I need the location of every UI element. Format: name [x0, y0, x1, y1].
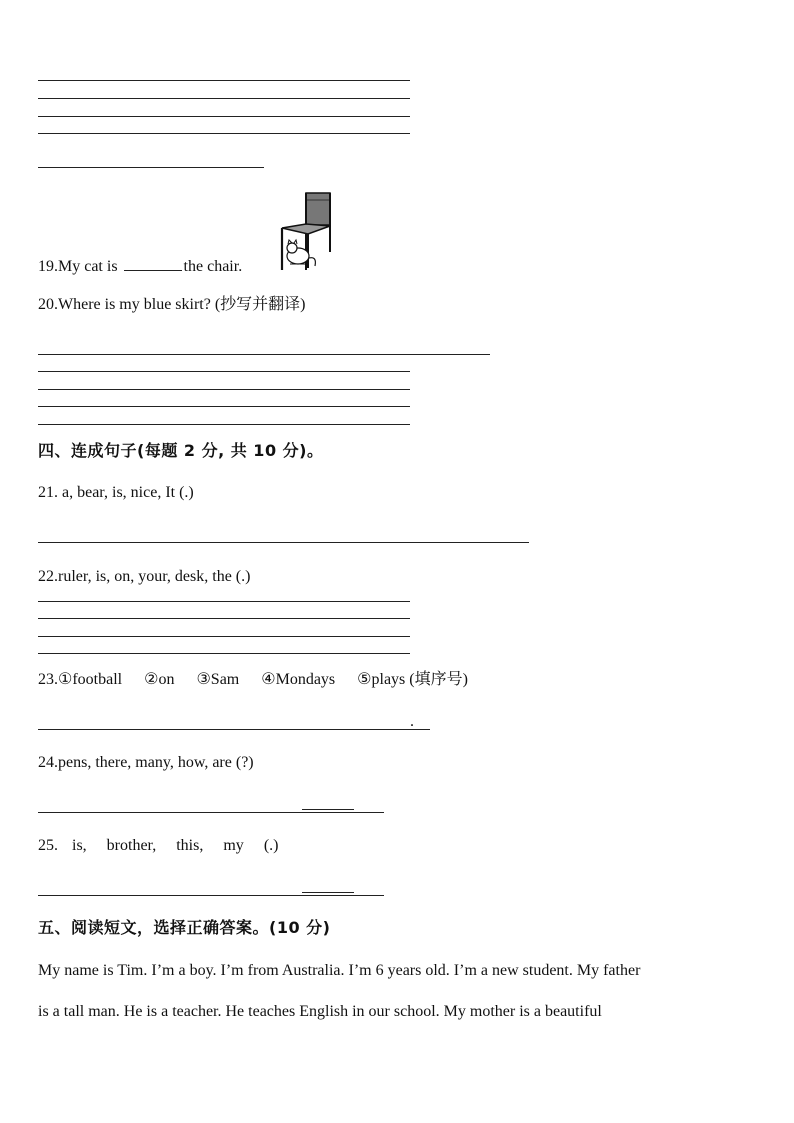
- option-1: ①football: [58, 671, 123, 688]
- word-4: my: [223, 837, 244, 854]
- option-2: ②on: [144, 671, 175, 688]
- fill-blank[interactable]: [124, 256, 182, 271]
- answer-line: [38, 80, 410, 81]
- answer-line-mark: [302, 892, 354, 893]
- answer-line: [38, 601, 410, 602]
- cat-under-chair-icon: [276, 190, 336, 272]
- end-period: .: [410, 713, 414, 730]
- answer-line: [38, 636, 410, 637]
- answer-line: [38, 116, 410, 117]
- answer-line: [38, 618, 410, 619]
- section-4-title: 四、连成句子(每题 2 分, 共 10 分)。: [38, 441, 324, 460]
- answer-line: [38, 812, 384, 813]
- end-punctuation: (.): [263, 837, 279, 854]
- question-number: 19.: [38, 258, 58, 275]
- question-text-before: My cat is: [58, 258, 118, 275]
- question-text-after: the chair.: [183, 258, 243, 275]
- answer-line-mark: [302, 809, 354, 810]
- answer-line: [38, 424, 410, 425]
- option-5: ⑤plays: [357, 671, 406, 688]
- answer-line: [38, 895, 384, 896]
- answer-line: [38, 389, 410, 390]
- answer-line: [38, 371, 410, 372]
- question-22: 22.ruler, is, on, your, desk, the (.): [38, 568, 251, 585]
- answer-line: [38, 167, 264, 168]
- question-21: 21. a, bear, is, nice, It (.): [38, 484, 194, 501]
- passage-line-2: is a tall man. He is a teacher. He teaches English in our school. My mother is a beautiful: [38, 1003, 602, 1020]
- question-20: 20.Where is my blue skirt? (抄写并翻译): [38, 296, 306, 313]
- question-19: [38, 256, 242, 277]
- question-number: 25.: [38, 837, 58, 854]
- question-25: [38, 836, 278, 856]
- word-1: is,: [72, 837, 87, 854]
- question-23: [38, 670, 468, 690]
- answer-line: [38, 653, 410, 654]
- option-3: ③Sam: [196, 671, 240, 688]
- question-24: 24.pens, there, many, how, are (?): [38, 754, 254, 771]
- option-4: ④Mondays: [261, 671, 336, 688]
- answer-line: [38, 406, 410, 407]
- answer-line: [38, 354, 490, 355]
- passage-line-1: My name is Tim. I’m a boy. I’m from Australia. I’m 6 years old. I’m a new student. My father: [38, 962, 641, 979]
- question-note: (填序号): [409, 671, 468, 688]
- question-number: 23.: [38, 671, 58, 688]
- word-2: brother,: [106, 837, 157, 854]
- answer-line: [38, 542, 529, 543]
- section-5-title: 五、阅读短文，选择正确答案。(10 分): [38, 918, 331, 937]
- answer-line: [38, 98, 410, 99]
- answer-line: [38, 133, 410, 134]
- answer-line: [38, 729, 430, 730]
- word-3: this,: [176, 837, 204, 854]
